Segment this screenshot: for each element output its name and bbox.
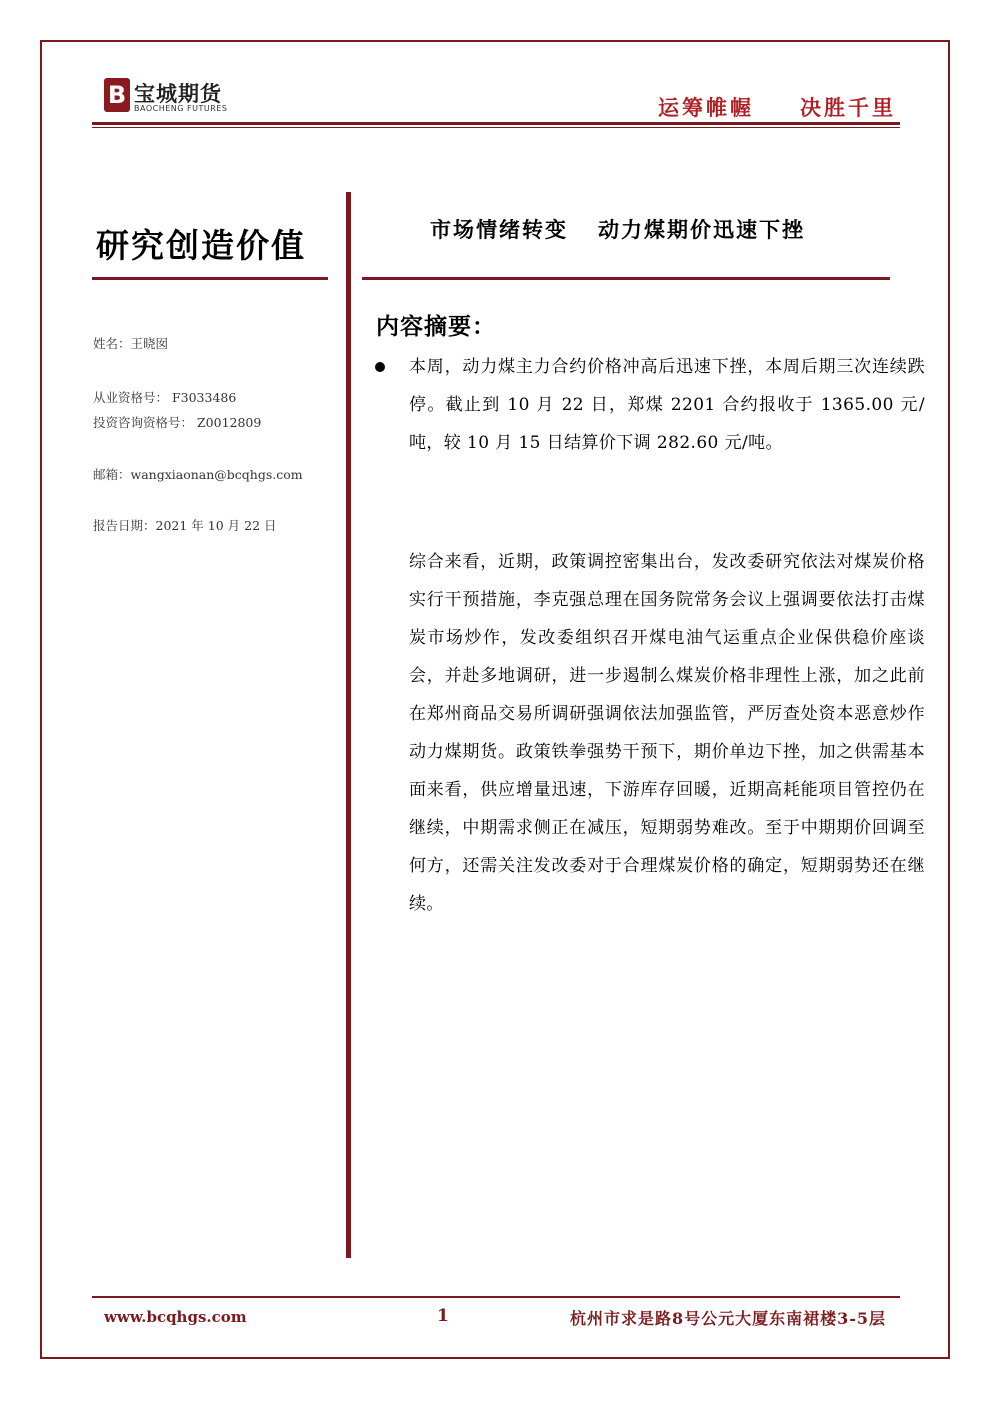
abstract-heading: 内容摘要： [376, 313, 496, 340]
author-email: 邮箱：wangxiaonan@bcqhgs.com [93, 467, 303, 482]
report-title-part-2: 动力煤期价迅速下挫 [598, 217, 805, 242]
header-rule-thin [92, 127, 900, 128]
header-slogan [658, 92, 896, 122]
logo-english-name: BAOCHENG FUTURES [134, 104, 228, 113]
report-title-rule [362, 277, 890, 280]
header-rule-thick [92, 122, 900, 125]
author-name: 姓名：王晓囡 [93, 336, 169, 351]
report-date: 报告日期：2021 年 10 月 22 日 [93, 518, 277, 533]
logo-mark-icon: B [104, 78, 130, 112]
practitioner-license: 从业资格号： F3033486 [93, 390, 237, 405]
sidebar-title: 研究创造价值 [96, 226, 306, 265]
bullet-icon [375, 362, 385, 372]
sidebar-title-rule [92, 277, 328, 280]
footer-rule [92, 1296, 900, 1298]
logo-chinese-name: 宝城期货 [134, 81, 222, 106]
slogan-part-2: 决胜千里 [800, 95, 896, 120]
column-divider [346, 192, 351, 1258]
report-title-part-1: 市场情绪转变 [430, 217, 568, 242]
slogan-part-1: 运筹帷幄 [658, 95, 754, 120]
footer-address: 杭州市求是路8号公元大厦东南裙楼3-5层 [569, 1309, 886, 1328]
report-title [430, 214, 805, 244]
abstract-bullet-paragraph: 本周，动力煤主力合约价格冲高后迅速下挫，本周后期三次连续跌停。截止到 10 月 22 日，郑煤 2201 合约报收于 1365.00 元/吨，较 10 月 15 日结算价下调 282.60 元/吨。 [409, 357, 925, 453]
page-number: 1 [437, 1306, 449, 1326]
summary-paragraph: 综合来看，近期，政策调控密集出台，发改委研究依法对煤炭价格实行干预措施，李克强总理在国务院常务会议上强调要依法打击煤炭市场炒作，发改委组织召开煤电油气运重点企业保供稳价座谈会，并赴多地调研，进一步遏制么煤炭价格非理性上涨，加之此前在郑州商品交易所调研强调依法加强监管，严厉查处资本恶意炒作动力煤期货。政策铁拳强势干预下，期价单边下挫，加之供需基本面来看，供应增量迅速，下游库存回暖，近期高耗能项目管控仍在继续，中期需求侧正在减压，短期弱势难改。至于中期期价回调至何方，还需关注发改委对于合理煤炭价格的确定，短期弱势还在继续。 [409, 552, 925, 914]
footer-website-link[interactable]: www.bcqhgs.com [104, 1308, 247, 1326]
consulting-license: 投资咨询资格号： Z0012809 [93, 415, 262, 430]
company-logo [104, 78, 244, 116]
